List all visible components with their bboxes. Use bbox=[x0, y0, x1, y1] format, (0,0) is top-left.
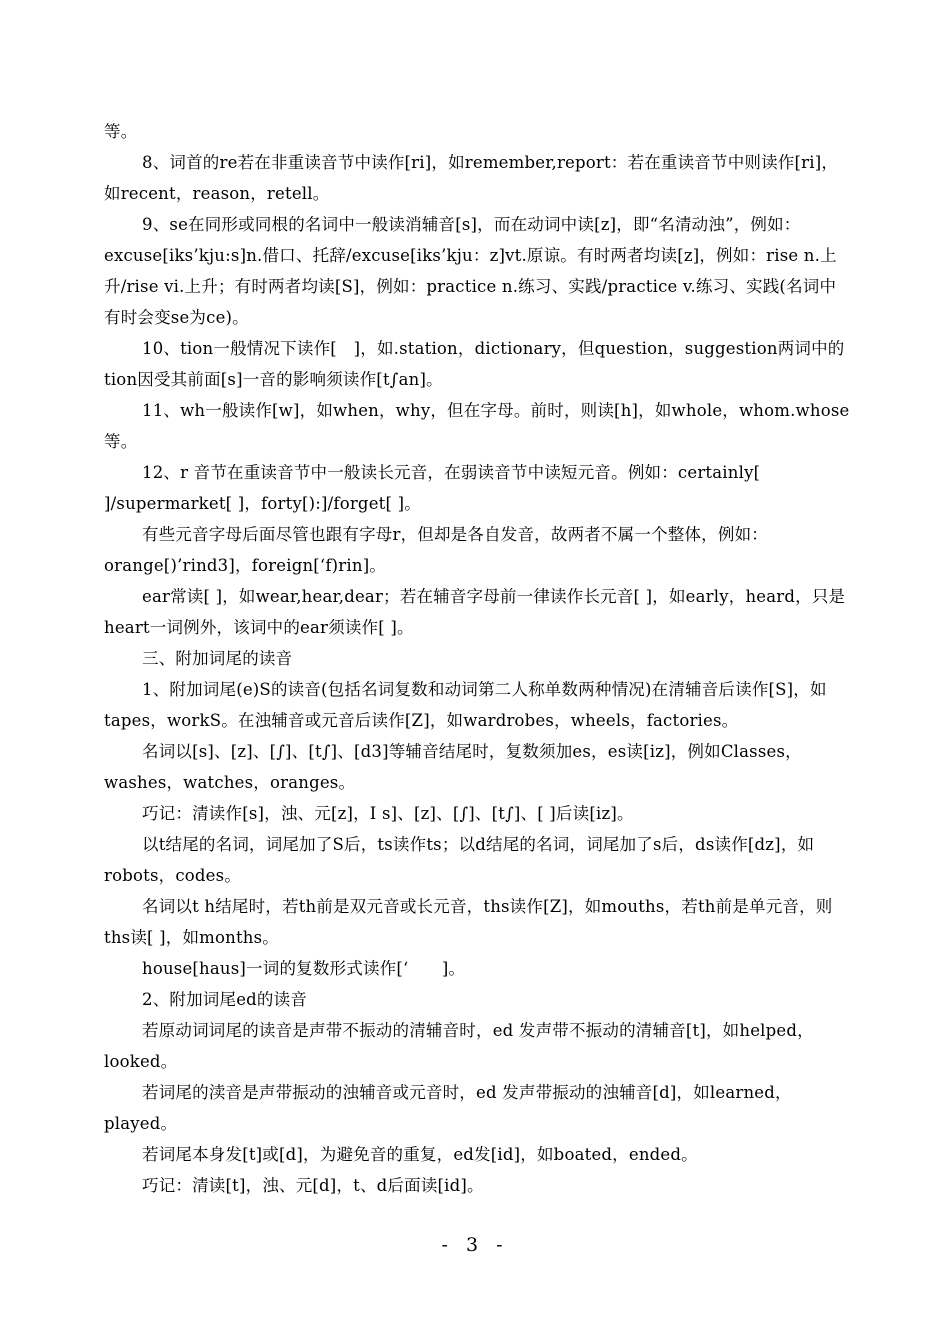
paragraph: 巧记：清读作[s]，浊、元[z]，I s]、[z]、[∫]、[t∫]、[ ]后读[iz]。 bbox=[142, 804, 634, 823]
paragraph: 1、附加词尾(e)S的读音(包括名词复数和动词第二人称单数两种情况)在清辅音后读作[S]，如tapes，workS。在浊辅音或元音后读作[Z]，如wardrobes，wheels，factories。 bbox=[104, 680, 827, 730]
paragraph: ear常读[ ]，如wear,hear,dear；若在辅音字母前一律读作长元音[ ]，如early，heard，只是heart一词例外，该词中的ear须读作[ ]。 bbox=[104, 587, 846, 637]
paragraph: 名词以t h结尾时，若th前是双元音或长元音，ths读作[Z]，如mouths，若th前是单元音，则ths读[ ]，如months。 bbox=[104, 897, 833, 947]
paragraph: 10、tion一般情况下读作[ ]，如.station，dictionary，但question，suggestion两词中的tion因受其前面[s]一音的影响须读作[t∫an]。 bbox=[104, 339, 845, 389]
paragraph: 12、r 音节在重读音节中一般读长元音，在弱读音节中读短元音。例如：certainly[ ]/supermarket[ ]，forty[):]/forget[ ]。 bbox=[104, 463, 761, 513]
page-body bbox=[104, 116, 852, 1201]
paragraph: 有些元音字母后面尽管也跟有字母r，但却是各自发音，故两者不属一个整体，例如：orange[)’rind3]，foreign[‘f)rin]。 bbox=[104, 525, 768, 575]
paragraph: 若原动词词尾的读音是声带不振动的清辅音时，ed 发声带不振动的清辅音[t]，如helped，looked。 bbox=[104, 1021, 814, 1071]
paragraph: 若词尾本身发[t]或[d]，为避免音的重复，ed发[id]，如boated，ended。 bbox=[142, 1145, 698, 1164]
subsection-heading: 2、附加词尾ed的读音 bbox=[142, 990, 308, 1009]
page-number: - 3 - bbox=[441, 1234, 509, 1256]
paragraph: 若词尾的渎音是声带振动的浊辅音或元音时，ed 发声带振动的浊辅音[d]，如learned，played。 bbox=[104, 1083, 792, 1133]
paragraph: 9、se在同形或同根的名词中一般读消辅音[s]，而在动词中读[z]，即“名清动浊”，例如：excuse[iks’kju:s]n.借口、托辞/excuse[iks’kju：z]vt.原谅。有时两者均读[z]，例如：rise n.上升/rise vi.上升；有时两者均读[S]，例如：practice n.练习、实践/practice v.练习、实践(名词中有时会变se为ce)。 bbox=[104, 215, 837, 327]
paragraph: 11、wh一般读作[w]，如when，why，但在字母。前时，则读[h]，如whole，whom.whose等。 bbox=[104, 401, 850, 451]
paragraph: 等。 bbox=[104, 122, 138, 141]
paragraph: 名词以[s]、[z]、[∫]、[t∫]、[d3]等辅音结尾时，复数须加es，es读[iz]，例如Classes，washes，watches，oranges。 bbox=[104, 742, 802, 792]
section-heading: 三、附加词尾的读音 bbox=[142, 649, 293, 668]
paragraph: house[haus]一词的复数形式读作[‘ ]。 bbox=[142, 959, 466, 978]
paragraph: 以t结尾的名词，词尾加了S后，ts读作ts；以d结尾的名词，词尾加了s后，ds读作[dz]，如robots，codes。 bbox=[104, 835, 815, 885]
paragraph: 8、词首的re若在非重读音节中读作[ri]，如remember,report：若在重读音节中则读作[ri]，如recent，reason，retell。 bbox=[104, 153, 839, 203]
paragraph: 巧记：清读[t]，浊、元[d]，t、d后面读[id]。 bbox=[142, 1176, 484, 1195]
